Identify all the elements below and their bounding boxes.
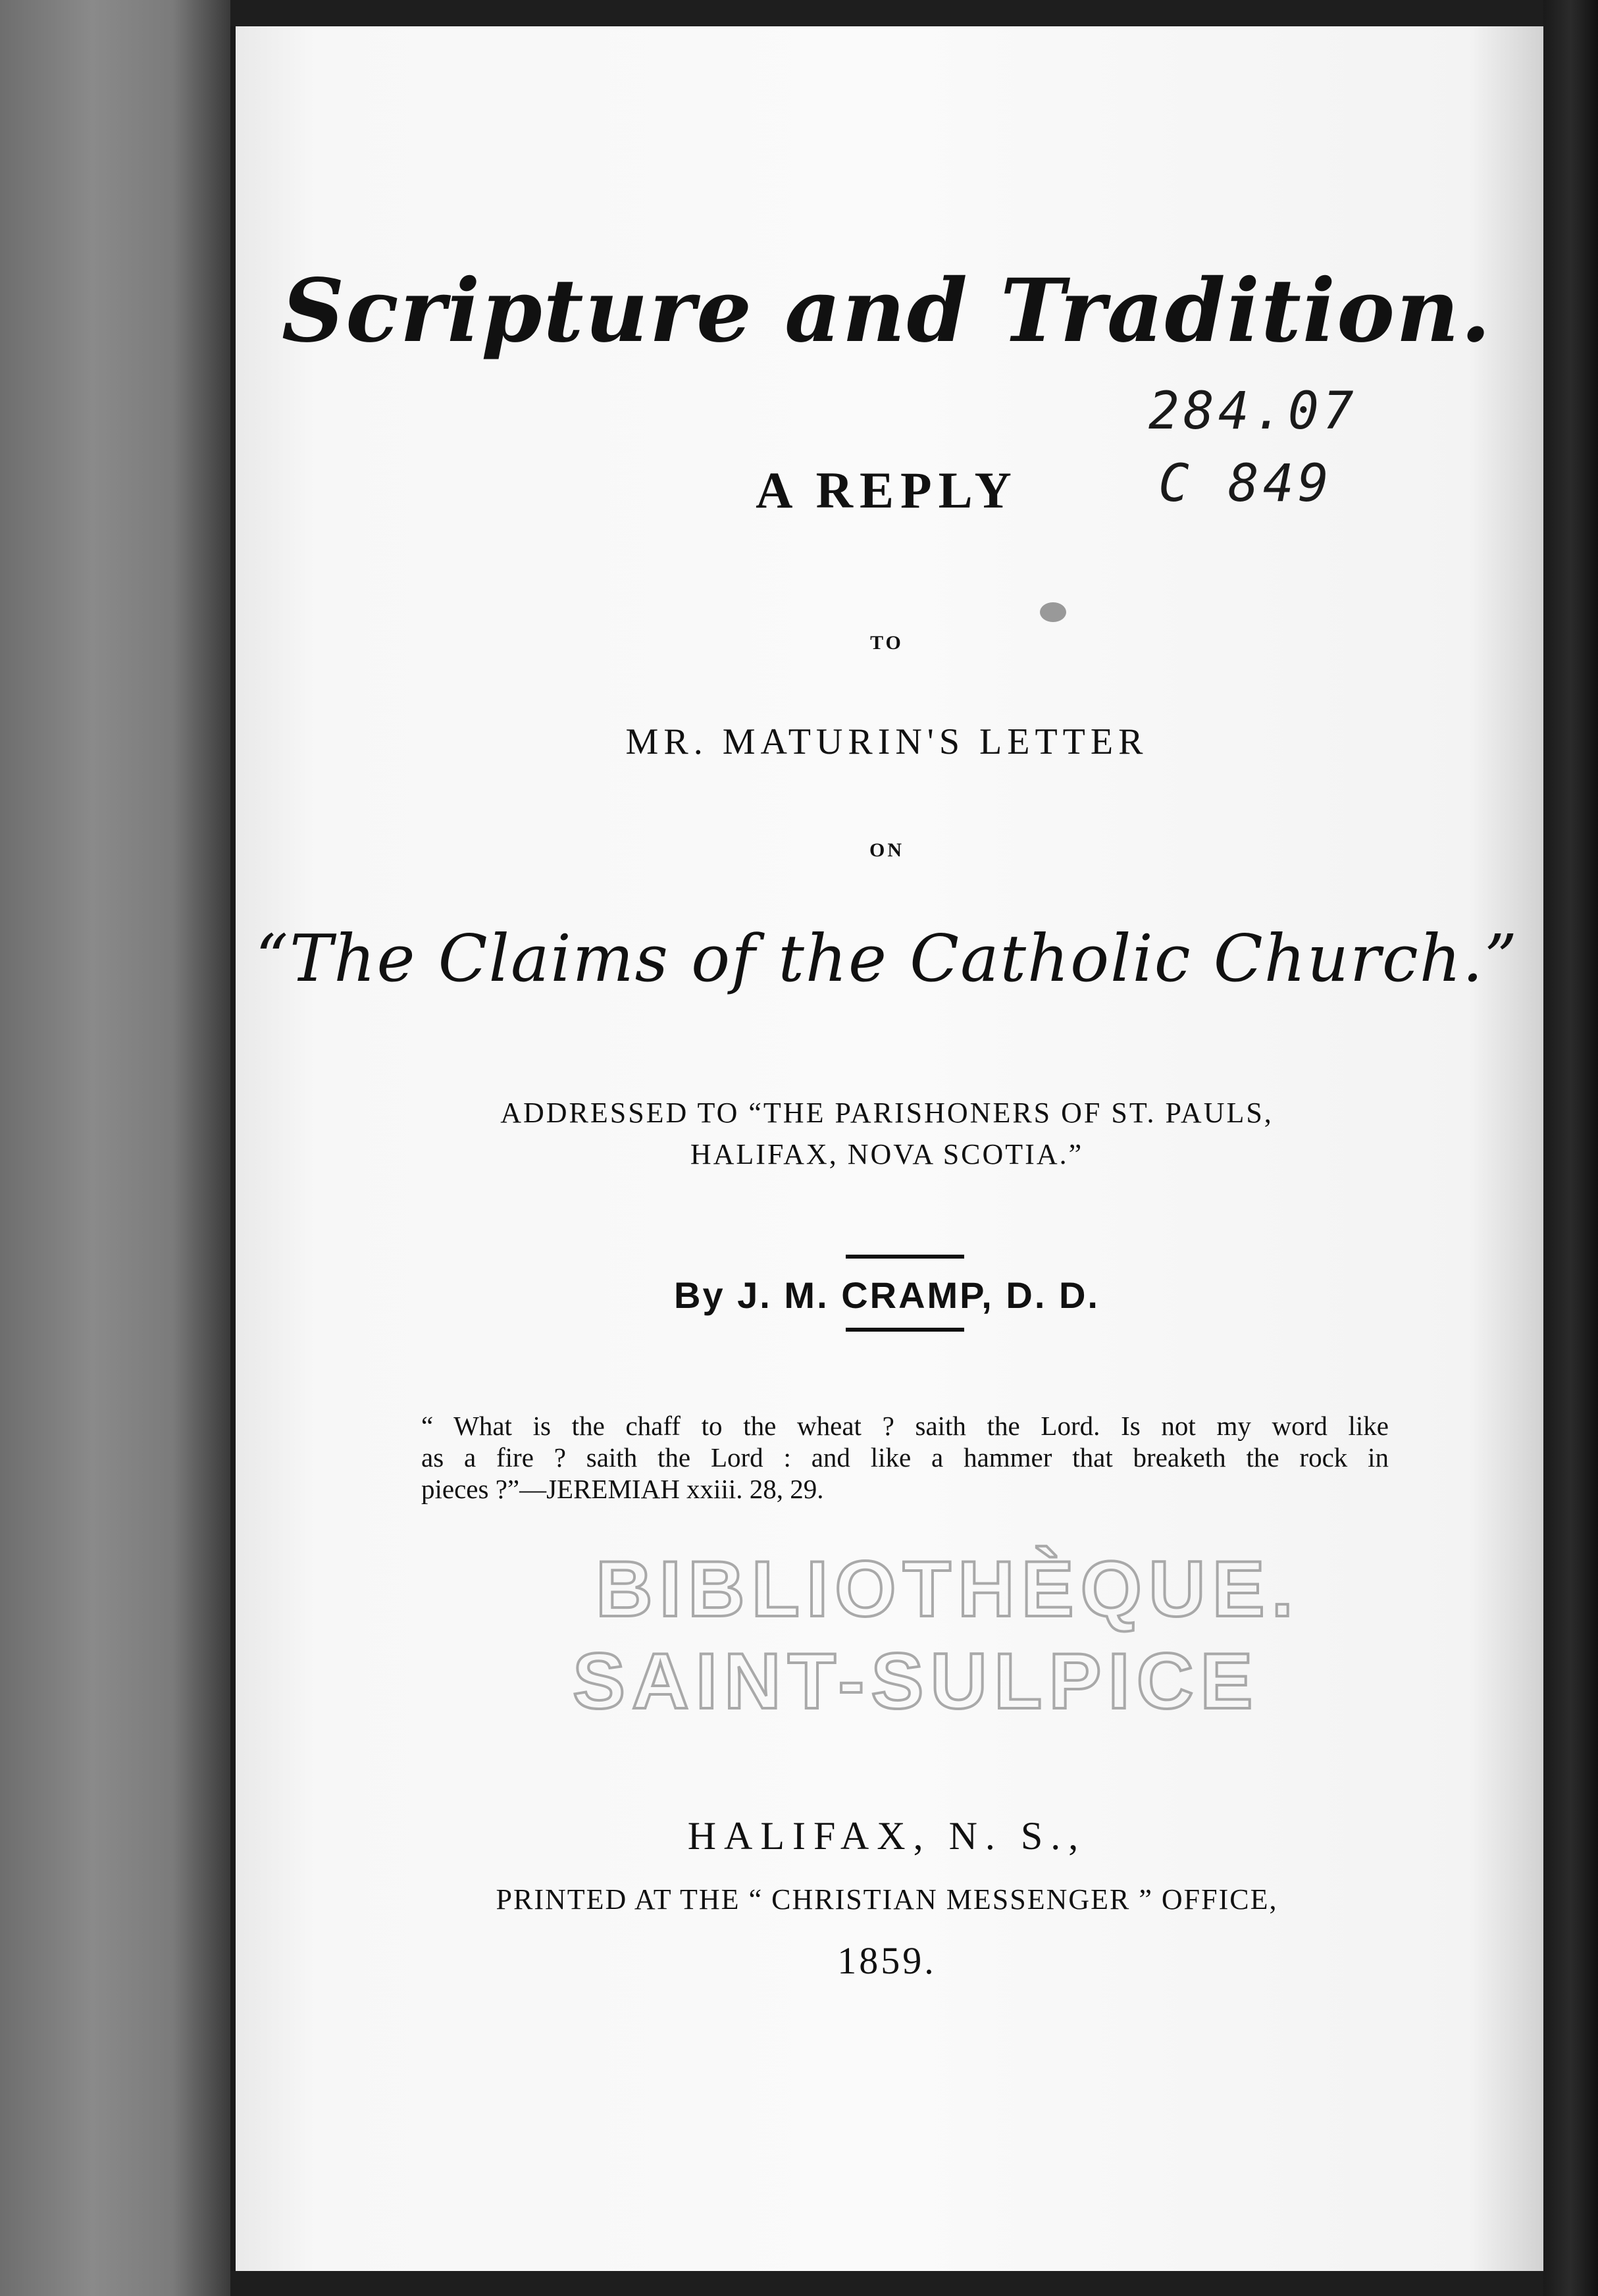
library-stamp-line-2: SAINT-SULPICE bbox=[573, 1637, 1260, 1725]
addressed-line-2: HALIFAX, NOVA SCOTIA.” bbox=[690, 1138, 1084, 1170]
addressed-line-1: ADDRESSED TO “THE PARISHONERS OF ST. PAULS, bbox=[500, 1097, 1274, 1129]
subject-title: “The Claims of the Catholic Church.” bbox=[255, 922, 1519, 997]
epigraph-line-2: as a fire ? saith the Lord : and like a hammer that breaketh the rock in bbox=[421, 1442, 1389, 1473]
library-stamp-line-1: BIBLIOTHÈQUE. bbox=[596, 1545, 1301, 1633]
connector-to: TO bbox=[870, 632, 904, 654]
page-edge bbox=[1543, 0, 1598, 2296]
imprint-year: 1859. bbox=[837, 1939, 937, 1982]
book-binding bbox=[0, 0, 230, 2296]
author-line: By J. M. CRAMP, D. D. bbox=[674, 1274, 1100, 1316]
imprint-city: HALIFAX, N. S., bbox=[687, 1814, 1087, 1858]
book-title: Scripture and Tradition. bbox=[281, 260, 1493, 362]
call-number-line-2: C 849 bbox=[1158, 454, 1333, 513]
rule-above-author bbox=[846, 1255, 964, 1259]
paper-speck bbox=[1040, 602, 1066, 622]
imprint-printer: PRINTED AT THE “ CHRISTIAN MESSENGER ” OFFICE, bbox=[496, 1883, 1278, 1916]
rule-below-author bbox=[846, 1328, 964, 1332]
call-number-line-1: 284.07 bbox=[1148, 382, 1358, 441]
letter-line: MR. MATURIN'S LETTER bbox=[625, 721, 1148, 762]
epigraph-line-3: pieces ?”—JEREMIAH xxiii. 28, 29. bbox=[421, 1474, 824, 1504]
connector-on: ON bbox=[869, 839, 904, 861]
epigraph-line-1: “ What is the chaff to the wheat ? saith the Lord. Is not my word like bbox=[421, 1411, 1389, 1441]
subtitle: A REPLY bbox=[756, 461, 1018, 519]
